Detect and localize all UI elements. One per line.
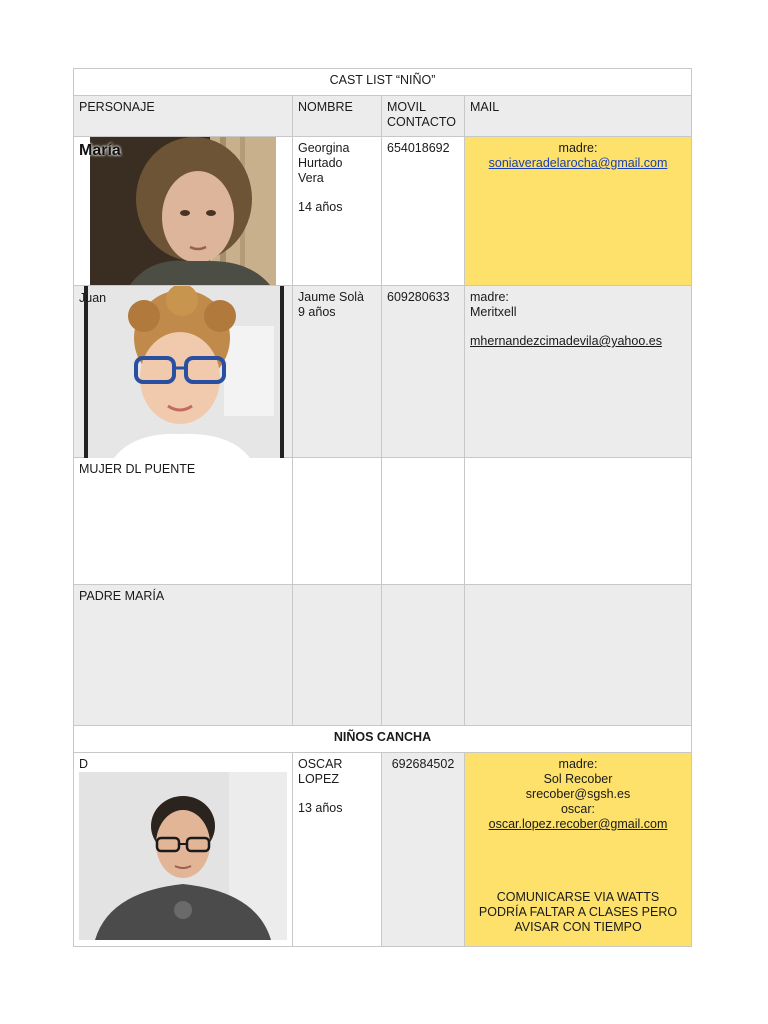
mail-label: madre: (558, 141, 598, 155)
mail-line: madre: (558, 757, 598, 771)
nombre-cell (293, 753, 382, 947)
mail-cell (465, 585, 692, 726)
nombre-line: Jaume Solà (298, 290, 365, 304)
table-title: CAST LIST “NIÑO” (74, 69, 692, 96)
personaje-cell (74, 753, 293, 947)
nombre-line: Georgina (298, 141, 350, 155)
personaje-name: Juan (79, 291, 107, 305)
nombre-line: 9 años (298, 305, 336, 319)
title-row (74, 69, 692, 96)
nombre-line: OSCAR (298, 757, 343, 771)
mail-line: oscar: (560, 802, 596, 816)
email-link[interactable]: mhernandezcimadevila@yahoo.es (470, 334, 662, 348)
movil-cell (382, 585, 465, 726)
table-row (74, 137, 692, 286)
mail-cell (465, 137, 692, 286)
mail-cell (465, 753, 692, 947)
notice-line: AVISAR CON TIEMPO (514, 920, 642, 934)
mail-cell (465, 458, 692, 585)
movil-cell: 692684502 (382, 753, 465, 947)
personaje-cell: MUJER DL PUENTE (74, 458, 293, 585)
edad: 13 años (298, 801, 343, 815)
juan-photo (84, 286, 284, 458)
notice-line: PODRÍA FALTAR A CLASES PERO (478, 905, 678, 919)
cast-list-document (73, 68, 691, 947)
maria-photo (90, 137, 276, 285)
nombre-cell (293, 458, 382, 585)
edad: 14 años (298, 200, 343, 214)
personaje-cell: PADRE MARÍA (74, 585, 293, 726)
notice (470, 890, 686, 935)
personaje-cell (74, 137, 293, 286)
email-link[interactable]: soniaveradelarocha@gmail.com (488, 156, 668, 170)
oscar-photo (79, 772, 287, 940)
nombre-line: Hurtado (298, 156, 343, 170)
section-title: NIÑOS CANCHA (74, 726, 692, 753)
header-personaje: PERSONAJE (74, 96, 293, 137)
cast-table (73, 68, 692, 947)
header-nombre: NOMBRE (293, 96, 382, 137)
mail-line: srecober@sgsh.es (525, 787, 631, 801)
personaje-cell (74, 286, 293, 458)
table-row (74, 286, 692, 458)
personaje-name: María (79, 142, 121, 159)
header-mail: MAIL (465, 96, 692, 137)
mail-line: Sol Recober (543, 772, 613, 786)
header-row (74, 96, 692, 137)
table-row (74, 753, 692, 947)
nombre-line: Vera (298, 171, 324, 185)
header-movil: MOVIL CONTACTO (382, 96, 465, 137)
nombre-cell (293, 286, 382, 458)
nombre-cell (293, 137, 382, 286)
email-link[interactable]: oscar.lopez.recober@gmail.com (488, 817, 668, 831)
table-row (74, 458, 692, 585)
movil-cell: 654018692 (382, 137, 465, 286)
personaje-name: D (79, 757, 89, 771)
mail-cell (465, 286, 692, 458)
nombre-line: LOPEZ (298, 772, 339, 786)
section-row (74, 726, 692, 753)
nombre-cell (293, 585, 382, 726)
notice-line: COMUNICARSE VIA WATTS (496, 890, 660, 904)
movil-cell (382, 458, 465, 585)
movil-cell: 609280633 (382, 286, 465, 458)
table-row (74, 585, 692, 726)
mail-label: madre: (470, 290, 509, 304)
mail-contact-name: Meritxell (470, 305, 517, 319)
